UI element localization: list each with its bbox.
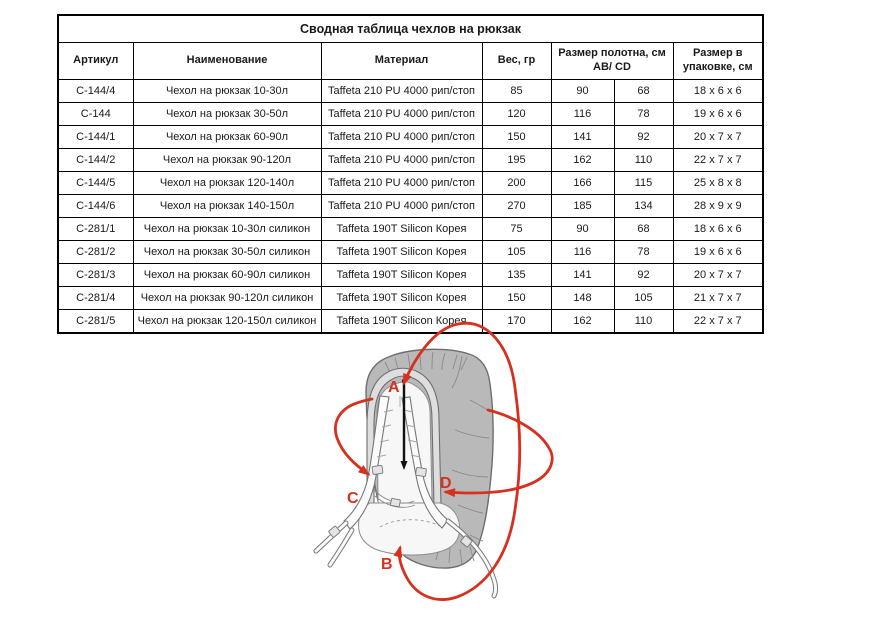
- cell-cd: 134: [614, 195, 673, 218]
- cell-material: Taffeta 210 PU 4000 рип/стоп: [321, 195, 482, 218]
- cell-article: С-281/4: [58, 287, 133, 310]
- cell-cd: 92: [614, 126, 673, 149]
- cell-pack: 19 x 6 x 6: [673, 241, 763, 264]
- cell-ab: 90: [551, 80, 614, 103]
- cell-pack: 18 x 6 x 6: [673, 80, 763, 103]
- cell-weight: 135: [482, 264, 551, 287]
- cell-material: Taffeta 190T Silicon Корея: [321, 241, 482, 264]
- cell-article: С-281/5: [58, 310, 133, 334]
- cell-weight: 150: [482, 126, 551, 149]
- backpack-illustration: [316, 349, 496, 596]
- cell-pack: 19 x 6 x 6: [673, 103, 763, 126]
- cell-weight: 170: [482, 310, 551, 334]
- cell-ab: 116: [551, 103, 614, 126]
- cell-cd: 105: [614, 287, 673, 310]
- cell-material: Taffeta 210 PU 4000 рип/стоп: [321, 103, 482, 126]
- cell-material: Taffeta 190T Silicon Корея: [321, 218, 482, 241]
- cell-weight: 105: [482, 241, 551, 264]
- cell-article: С-281/1: [58, 218, 133, 241]
- cell-pack: 20 x 7 x 7: [673, 126, 763, 149]
- cell-ab: 148: [551, 287, 614, 310]
- col-header-weight: Вес, гр: [482, 43, 551, 80]
- cell-article: С-144/4: [58, 80, 133, 103]
- cell-cd: 110: [614, 149, 673, 172]
- cell-weight: 150: [482, 287, 551, 310]
- cell-weight: 200: [482, 172, 551, 195]
- cell-weight: 85: [482, 80, 551, 103]
- cell-article: С-144: [58, 103, 133, 126]
- cell-ab: 166: [551, 172, 614, 195]
- cell-cd: 78: [614, 103, 673, 126]
- cell-ab: 90: [551, 218, 614, 241]
- cell-article: С-281/2: [58, 241, 133, 264]
- cell-name: Чехол на рюкзак 120-140л: [133, 172, 321, 195]
- cell-name: Чехол на рюкзак 30-50л силикон: [133, 241, 321, 264]
- cell-material: Taffeta 190T Silicon Корея: [321, 264, 482, 287]
- cell-pack: 22 x 7 x 7: [673, 149, 763, 172]
- cell-ab: 116: [551, 241, 614, 264]
- cell-name: Чехол на рюкзак 30-50л: [133, 103, 321, 126]
- cell-cd: 68: [614, 218, 673, 241]
- cell-article: С-144/1: [58, 126, 133, 149]
- cell-weight: 120: [482, 103, 551, 126]
- cell-name: Чехол на рюкзак 120-150л силикон: [133, 310, 321, 334]
- cell-cd: 110: [614, 310, 673, 334]
- cell-pack: 18 x 6 x 6: [673, 218, 763, 241]
- cell-article: С-144/5: [58, 172, 133, 195]
- strap-buckle-right: [415, 467, 426, 476]
- cell-cd: 115: [614, 172, 673, 195]
- cell-name: Чехол на рюкзак 90-120л силикон: [133, 287, 321, 310]
- cell-cd: 68: [614, 80, 673, 103]
- cell-article: С-144/2: [58, 149, 133, 172]
- label-a: A: [388, 379, 400, 396]
- cell-weight: 195: [482, 149, 551, 172]
- col-header-material: Материал: [321, 43, 482, 80]
- cell-name: Чехол на рюкзак 10-30л силикон: [133, 218, 321, 241]
- cell-name: Чехол на рюкзак 60-90л силикон: [133, 264, 321, 287]
- cell-article: С-281/3: [58, 264, 133, 287]
- cell-material: Taffeta 210 PU 4000 рип/стоп: [321, 172, 482, 195]
- cell-weight: 270: [482, 195, 551, 218]
- cell-cd: 78: [614, 241, 673, 264]
- cell-name: Чехол на рюкзак 10-30л: [133, 80, 321, 103]
- cell-name: Чехол на рюкзак 140-150л: [133, 195, 321, 218]
- cell-material: Taffeta 190T Silicon Корея: [321, 287, 482, 310]
- col-header-fabric-line1: Размер полотна, см: [558, 47, 666, 60]
- cell-ab: 162: [551, 149, 614, 172]
- label-b: B: [381, 556, 393, 573]
- cell-material: Taffeta 210 PU 4000 рип/стоп: [321, 149, 482, 172]
- cell-ab: 141: [551, 126, 614, 149]
- cell-article: С-144/6: [58, 195, 133, 218]
- cell-pack: 25 x 8 x 8: [673, 172, 763, 195]
- cell-pack: 28 x 9 x 9: [673, 195, 763, 218]
- cell-weight: 75: [482, 218, 551, 241]
- col-header-package-line1: Размер в: [693, 47, 743, 60]
- cell-material: Taffeta 210 PU 4000 рип/стоп: [321, 126, 482, 149]
- cell-pack: 20 x 7 x 7: [673, 264, 763, 287]
- strap-buckle-left: [372, 465, 383, 474]
- cell-material: Taffeta 210 PU 4000 рип/стоп: [321, 80, 482, 103]
- label-c: C: [347, 490, 359, 507]
- cell-cd: 92: [614, 264, 673, 287]
- label-d: D: [440, 475, 452, 492]
- cell-pack: 21 x 7 x 7: [673, 287, 763, 310]
- cell-pack: 22 x 7 x 7: [673, 310, 763, 334]
- cell-ab: 162: [551, 310, 614, 334]
- col-header-name: Наименование: [133, 43, 321, 80]
- cell-ab: 185: [551, 195, 614, 218]
- bottom-panel: [359, 503, 460, 555]
- cell-ab: 141: [551, 264, 614, 287]
- cell-name: Чехол на рюкзак 60-90л: [133, 126, 321, 149]
- cell-material: Taffeta 190T Silicon Корея: [321, 310, 482, 334]
- table-title: Сводная таблица чехлов на рюкзак: [58, 15, 763, 43]
- cell-name: Чехол на рюкзак 90-120л: [133, 149, 321, 172]
- col-header-article: Артикул: [58, 43, 133, 80]
- col-header-package-line2: упаковке, см: [682, 61, 753, 73]
- col-header-fabric-line2: АВ/ CD: [593, 61, 631, 73]
